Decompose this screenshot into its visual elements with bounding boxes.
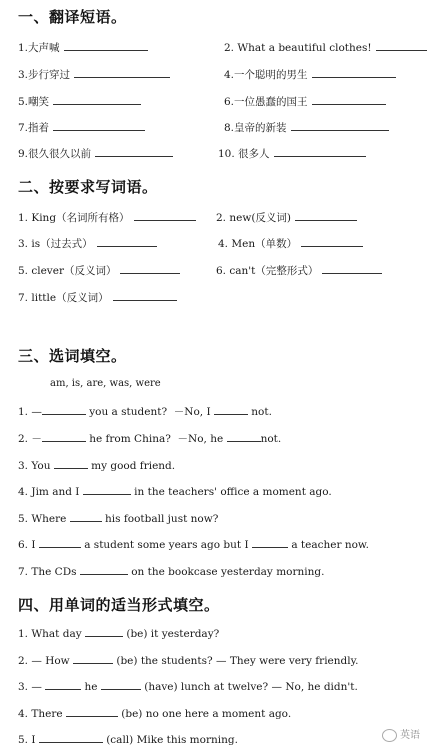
s4-item-5: 5. I (call) Mike this morning.	[18, 734, 238, 746]
word-bank: am, is, are, was, were	[50, 378, 161, 389]
section-2-heading: 二、按要求写词语。	[18, 178, 158, 196]
wechat-icon	[382, 729, 397, 742]
s4-item-4: 4. There (be) no one here a moment ago.	[18, 708, 292, 720]
section-3-heading: 三、选词填空。	[18, 347, 127, 365]
watermark: 英语	[382, 726, 420, 742]
s1-item-2: 2. What a beautiful clothes!	[224, 40, 427, 55]
s1-item-7: 7.指着	[18, 120, 145, 135]
s1-item-4: 4.一个聪明的男生	[224, 67, 396, 82]
s3-item-5: 5. Where his football just now?	[18, 513, 219, 525]
s1-item-3: 3.步行穿过	[18, 67, 170, 82]
s2-item-2: 2. new(反义词)	[216, 210, 357, 225]
s2-item-3: 3. is（过去式）	[18, 236, 157, 251]
s1-item-9: 9.很久很久以前	[18, 146, 173, 161]
s4-item-3: 3. — he (have) lunch at twelve? — No, he didn't.	[18, 681, 358, 693]
s2-item-4: 4. Men（单数）	[218, 236, 363, 251]
s1-item-8: 8.皇帝的新装	[224, 120, 389, 135]
s1-item-5: 5.嘲笑	[18, 94, 141, 109]
s1-item-10: 10. 很多人	[218, 146, 366, 161]
s3-item-3: 3. You my good friend.	[18, 460, 176, 472]
s2-item-6: 6. can't（完整形式）	[216, 263, 382, 278]
s2-item-1: 1. King（名词所有格）	[18, 210, 196, 225]
s4-item-1: 1. What day (be) it yesterday?	[18, 628, 220, 640]
s3-item-6: 6. I a student some years ago but I a teacher now.	[18, 539, 369, 551]
s3-item-7: 7. The CDs on the bookcase yesterday morning.	[18, 566, 325, 578]
s2-item-5: 5. clever（反义词）	[18, 263, 180, 278]
s3-item-1: 1. — you a student? －No, I not.	[18, 406, 272, 418]
section-1-heading: 一、翻译短语。	[18, 8, 127, 26]
section-4-heading: 四、用单词的适当形式填空。	[18, 596, 220, 614]
s3-item-4: 4. Jim and I in the teachers' office a moment ago.	[18, 486, 332, 498]
s3-item-2: 2. － he from China? －No, he not.	[18, 433, 282, 445]
s1-item-6: 6.一位愚蠢的国王	[224, 94, 386, 109]
s4-item-2: 2. — How (be) the students? — They were very friendly.	[18, 655, 359, 667]
s1-item-1: 1.大声喊	[18, 40, 148, 55]
s2-item-7: 7. little（反义词）	[18, 290, 177, 305]
